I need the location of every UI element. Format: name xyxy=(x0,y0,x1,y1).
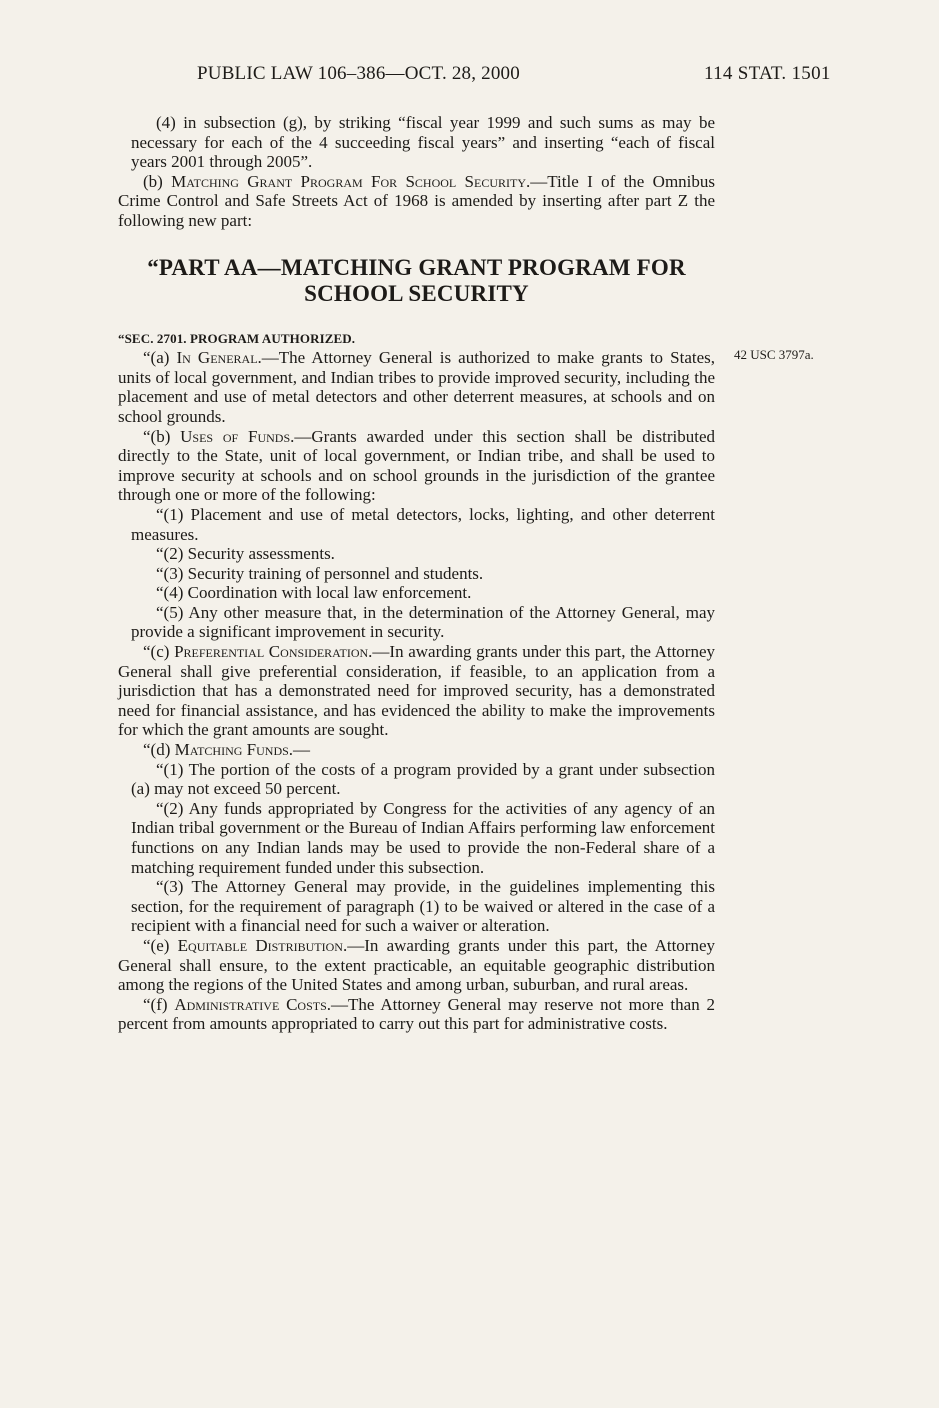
subsection-e xyxy=(118,936,715,995)
subsection-b-lead: “(b) xyxy=(143,426,171,446)
subsection-a-heading: In General xyxy=(176,348,258,368)
list-item-b3: “(3) Security training of personnel and students. xyxy=(156,563,484,583)
subsection-c-text: .—In awarding grants under this part, the Attorney General shall give preferential consideration, if feasible, to an application from a jurisdiction that has a demonstrated need for improved security, has a demonstrated need for financial assistance, and has evidenced the ability to make the improvements for which the grant amounts are sought. xyxy=(118,642,716,740)
list-item-b4: “(4) Coordination with local law enforcement. xyxy=(156,583,472,603)
subsection-e-heading: Equitable Distribution xyxy=(177,935,343,955)
section-heading: “SEC. 2701. PROGRAM AUTHORIZED. xyxy=(118,330,356,346)
subsection-f-lead: “(f) xyxy=(143,994,168,1014)
list-item-b1: “(1) Placement and use of metal detectors, locks, lighting, and other deterrent measures. xyxy=(131,504,715,544)
subsection-f-text: .—The Attorney General may reserve not more than 2 percent from amounts appropriated to carry out this part for administrative costs. xyxy=(118,994,716,1034)
subsection-d-text: .— xyxy=(288,740,311,760)
subsection-c xyxy=(118,642,715,740)
subsection-c-heading: Preferential Consideration xyxy=(174,642,369,662)
subsection-e-text: .—In awarding grants under this part, the Attorney General shall ensure, to the extent practicable, an equitable geographic distribution among the regions of the United States and among urban, suburban, and rural areas. xyxy=(118,935,716,995)
margin-citation: 42 USC 3797a. xyxy=(734,347,814,362)
paragraph-b-heading: Matching Grant Program For School Security xyxy=(171,171,527,191)
running-header-title: PUBLIC LAW 106–386—OCT. 28, 2000 xyxy=(197,63,520,84)
part-title-line-2: SCHOOL SECURITY xyxy=(304,280,529,306)
list-item-d3: “(3) The Attorney General may provide, in the guidelines implementing this section, for the requirement of paragraph (1) to be waived or altered in the case of a recipient with a financial need for such a waiver or alteration. xyxy=(131,877,715,936)
list-item-d1: “(1) The portion of the costs of a program provided by a grant under subsection (a) may not exceed 50 percent. xyxy=(131,759,715,799)
subsection-a xyxy=(118,348,715,426)
subsection-d-heading: Matching Funds xyxy=(174,740,289,760)
list-item-b5: “(5) Any other measure that, in the determination of the Attorney General, may provide a significant improvement in security. xyxy=(131,602,715,642)
subsection-d xyxy=(118,740,715,760)
subsection-f-heading: Administrative Costs xyxy=(174,994,327,1014)
subsection-b-text: .—Grants awarded under this section shall be distributed directly to the State, unit of local government, or Indian tribe, and shall be used to improve security at schools and on school grounds in the jurisdiction of the grantee through one or more of the following: xyxy=(118,426,716,505)
subsection-b xyxy=(118,427,715,505)
part-title xyxy=(118,255,715,307)
subsection-a-text: .—The Attorney General is authorized to make grants to States, units of local government, and Indian tribes to provide improved security, including the placement and use of metal detectors and other deterrent measures, at schools and on school grounds. xyxy=(118,348,715,426)
list-item-b2: “(2) Security assessments. xyxy=(156,544,335,564)
subsection-d-lead: “(d) xyxy=(143,740,171,760)
paragraph-b xyxy=(118,172,715,231)
subsection-c-lead: “(c) xyxy=(143,642,170,662)
subsection-f xyxy=(118,995,715,1034)
running-header-stat: 114 STAT. 1501 xyxy=(704,63,831,84)
part-title-line-1: “PART AA—MATCHING GRANT PROGRAM FOR xyxy=(147,254,686,280)
subsection-a-lead: “(a) xyxy=(143,348,170,368)
paragraph-b-lead: (b) xyxy=(143,171,163,191)
list-item-d2: “(2) Any funds appropriated by Congress for the activities of any agency of an Indian tribal government or the Bureau of Indian Affairs performing law enforcement functions on any Indian lands may be used to provide the non-Federal share of a matching requirement funded under this subsection. xyxy=(131,798,715,877)
subsection-b-heading: Uses of Funds xyxy=(180,426,291,446)
paragraph-4: (4) in subsection (g), by striking “fiscal year 1999 and such sums as may be necessary for each of the 4 succeeding fiscal years” and inserting “each of fiscal years 2001 through 2005”. xyxy=(131,113,715,172)
body-text xyxy=(118,113,715,1034)
paragraph-b-text: .—Title I of the Omnibus Crime Control and Safe Streets Act of 1968 is amended by inserting after part Z the following new part: xyxy=(118,171,716,230)
subsection-e-lead: “(e) xyxy=(143,935,170,955)
